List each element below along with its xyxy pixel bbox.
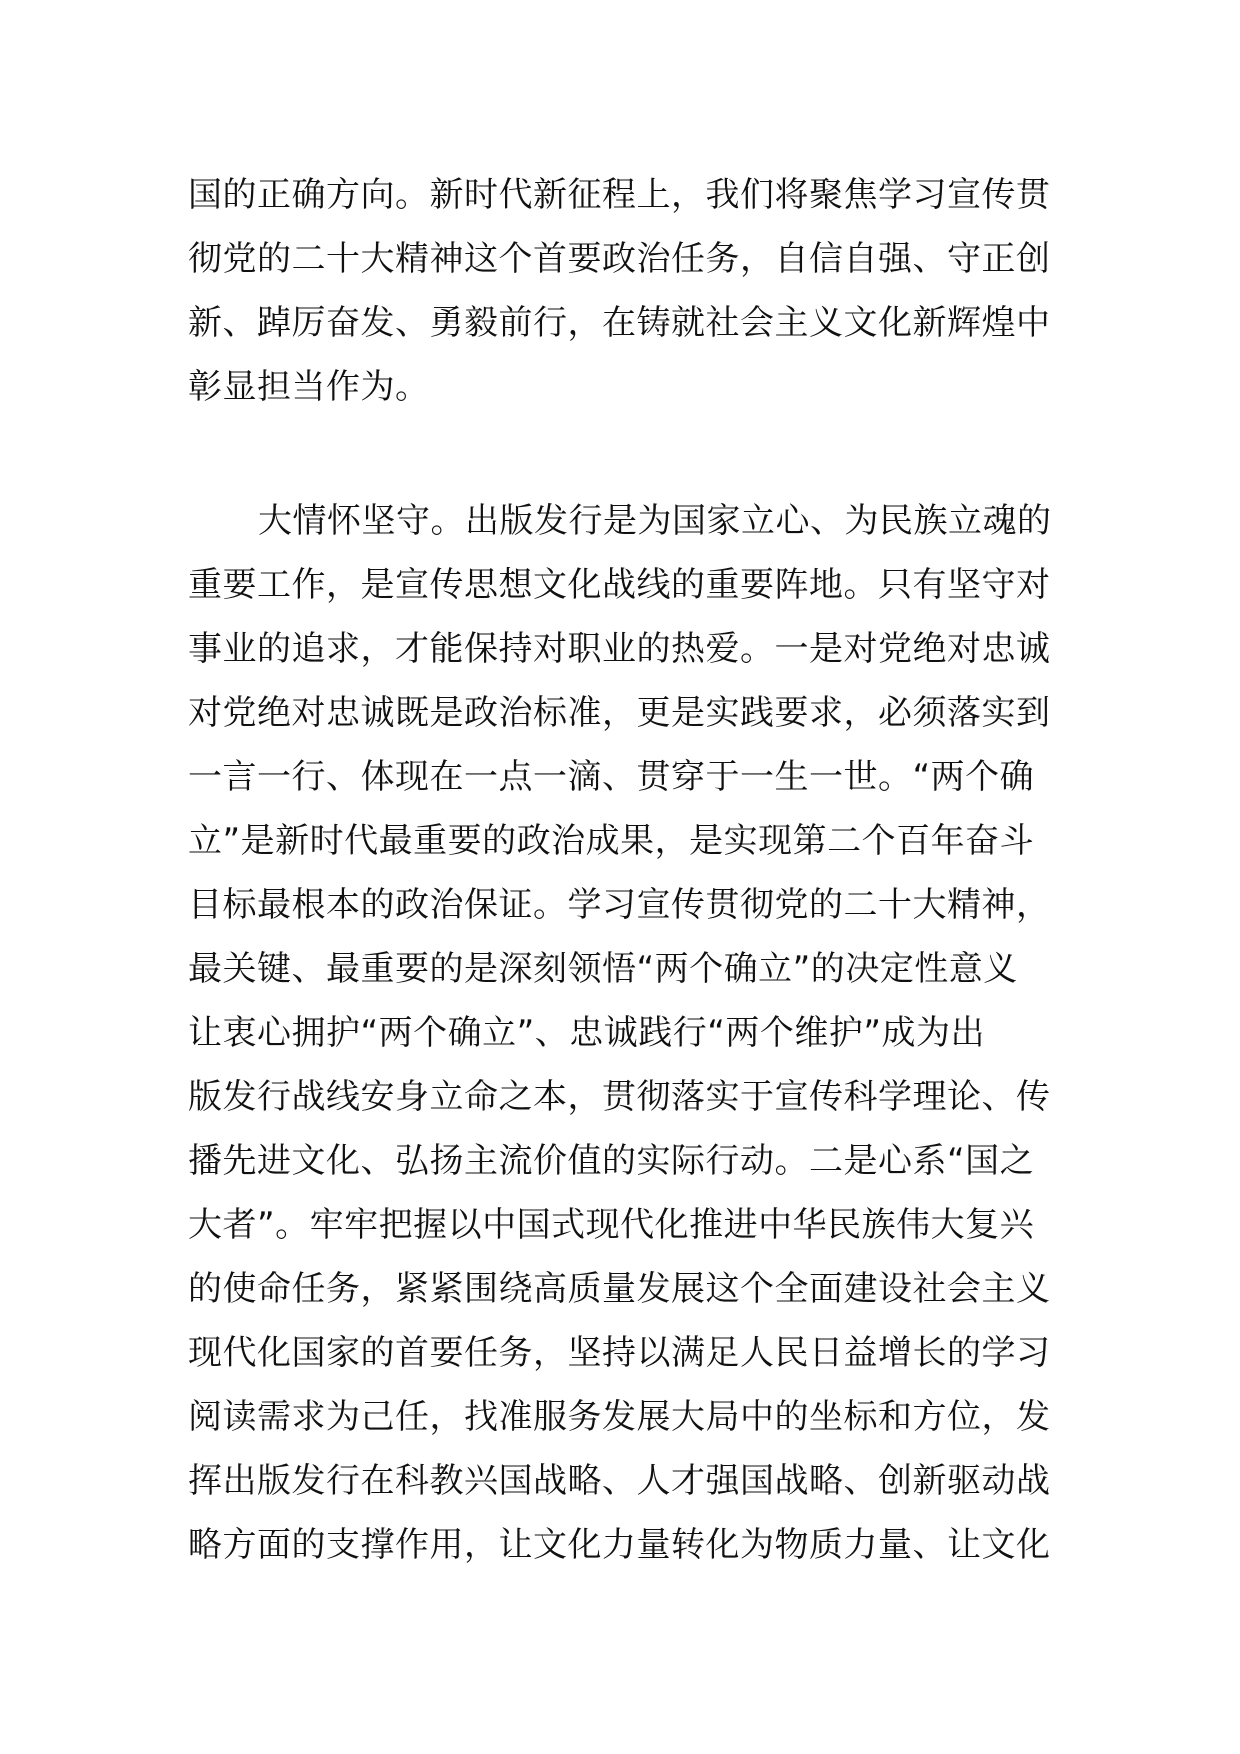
text-line: 大者”。牢牢把握以中国式现代化推进中华民族伟大复兴: [188, 1205, 1035, 1245]
text-line: 版发行战线安身立命之本，贯彻落实于宣传科学理论、传: [188, 1077, 1051, 1117]
text-line: 略方面的支撑作用，让文化力量转化为物质力量、让文化: [188, 1525, 1051, 1565]
text-line: 立”是新时代最重要的政治成果，是实现第二个百年奋斗: [188, 821, 1035, 861]
text-line: 彰显担当作为。: [188, 367, 430, 407]
text-line: 事业的追求，才能保持对职业的热爱。一是对党绝对忠诚: [188, 629, 1051, 669]
text-line: 目标最根本的政治保证。学习宣传贯彻党的二十大精神，: [188, 885, 1051, 925]
text-line: 的使命任务，紧紧围绕高质量发展这个全面建设社会主义: [188, 1269, 1051, 1309]
text-line: 最关键、最重要的是深刻领悟“两个确立”的决定性意义: [188, 949, 1018, 989]
text-line: 播先进文化、弘扬主流价值的实际行动。二是心系“国之: [188, 1141, 1035, 1181]
text-line: 现代化国家的首要任务，坚持以满足人民日益增长的学习: [188, 1333, 1051, 1373]
text-line: 彻党的二十大精神这个首要政治任务，自信自强、守正创: [188, 239, 1051, 279]
text-line: 大情怀坚守。出版发行是为国家立心、为民族立魂的: [258, 501, 1052, 541]
text-line: 阅读需求为己任，找准服务发展大局中的坐标和方位，发: [188, 1397, 1051, 1437]
text-line: 重要工作，是宣传思想文化战线的重要阵地。只有坚守对: [188, 565, 1051, 605]
text-line: 一言一行、体现在一点一滴、贯穿于一生一世。“两个确: [188, 757, 1035, 797]
text-line: 对党绝对忠诚既是政治标准，更是实践要求，必须落实到: [188, 693, 1051, 733]
text-line: 让衷心拥护“两个确立”、忠诚践行“两个维护”成为出: [188, 1013, 985, 1053]
text-line: 新、踔厉奋发、勇毅前行，在铸就社会主义文化新辉煌中: [188, 303, 1051, 343]
text-line: 挥出版发行在科教兴国战略、人才强国战略、创新驱动战: [188, 1461, 1051, 1501]
text-line: 国的正确方向。新时代新征程上，我们将聚焦学习宣传贯: [188, 175, 1051, 215]
